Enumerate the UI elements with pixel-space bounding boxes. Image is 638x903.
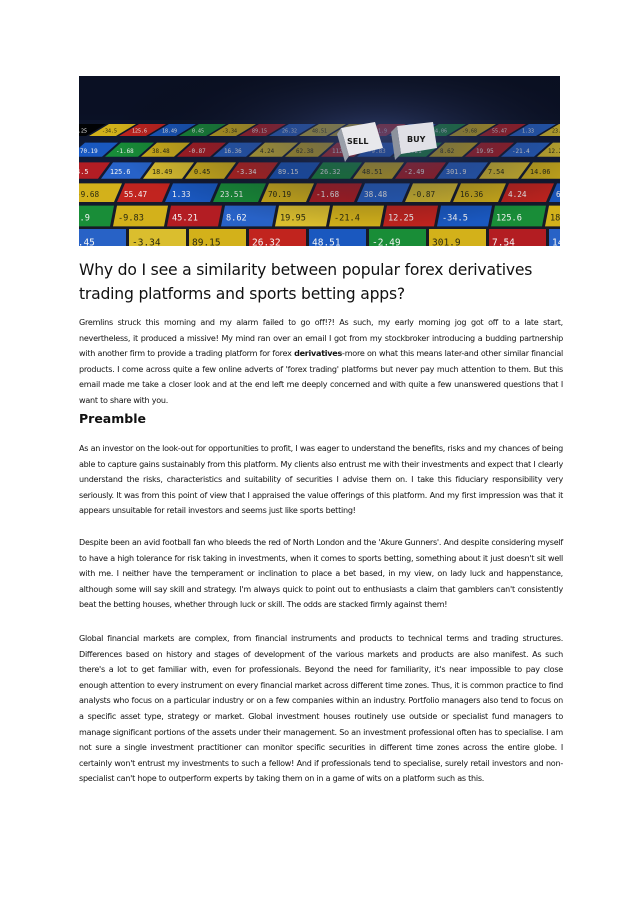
derivatives-term: derivatives [294, 349, 343, 359]
hero-image [79, 76, 560, 246]
article-title: Why do I see a similarity between popular forex derivatives trading platforms and sports betting apps? [79, 261, 533, 303]
preamble-paragraph-1: As an investor on the look-out for opportunities to profit, I was eager to understand the benefits, risks and my chances of being able to capture gains sustainably from this platform. My clients also entrust me with their investments and expect that I clearly understand the risks, characteristics and suitability of securities I advise them on. I take this fiduciary responsibility very seriously. It was from this point of view that I appraised the value offerings of this platform. And my first impression was that it appears unsuitable for retail investors and seems just like sports betting! [79, 444, 563, 516]
svg-text:BUY: BUY [407, 135, 426, 144]
preamble-paragraph-2: Despite been an avid football fan who bleeds the red of North London and the 'Akure Gunners'. And despite considering myself to have a high tolerance for risk taking in investments, when it comes to sports betting, something about it just doesn't sit well with me. I neither have the temperament or inclination to place a bet based, in my view, on lady luck and happenstance, although some will say skill and strategy. I'm always quick to point out to enthusiasts a claim that gamblers can't consistently beat the betting houses, whether through luck or skill. The odds are stacked firmly against them! [79, 538, 563, 610]
intro-text-start: Gremlins struck this morning and my alarm failed to go off!?! As such, my early morning jog got off to a late start, nevertheless, it produced a missive! My mind ran over an email I got from my stockbroker introducing a budding partnership with another firm to provide a trading platform for forex [79, 318, 563, 359]
preamble-paragraph-3: Global financial markets are complex, from financial instruments and products to technical terms and trading structures. Differences based on history and stages of development of the various markets and products are also manifest. As such there's a lot to get familiar with, even for professionals. Beyond the need for familiarity, it's near impossible to pay close enough attention to every instrument on every financial market across different time zones. Thus, it is common practice to find analysts who focus on a particular industry or on a few companies within an industry. Portfolio managers also tend to focus on a specific asset type, strategy or market. Global investment houses routinely use outside or specialist fund managers to manage significant portions of the assets under their management. So an investment professional often has to specialise. I am not sure a single investment practitioner can monitor specific securities in different time zones across the entire globe. I certainly won't entrust my investments to such a fellow! And if professionals tend to specialise, surely retail investors and non-specialist can't hope to outperform experts by taking them on in a game of wits on a platform such as this. [79, 634, 563, 784]
intro-text-end: -more on what this means later-and other similar financial products. I come across quite a few online adverts of 'forex trading' platforms but never pay much attention to them. But this email made me take a closer look and at the end left me deeply concerned and with quite a few unanswered questions that I want to share with you. [79, 349, 563, 405]
svg-text:SELL: SELL [347, 137, 369, 146]
intro-paragraph [79, 315, 563, 409]
trading-board-icon [79, 76, 560, 246]
section-heading-preamble: Preamble [79, 411, 146, 426]
